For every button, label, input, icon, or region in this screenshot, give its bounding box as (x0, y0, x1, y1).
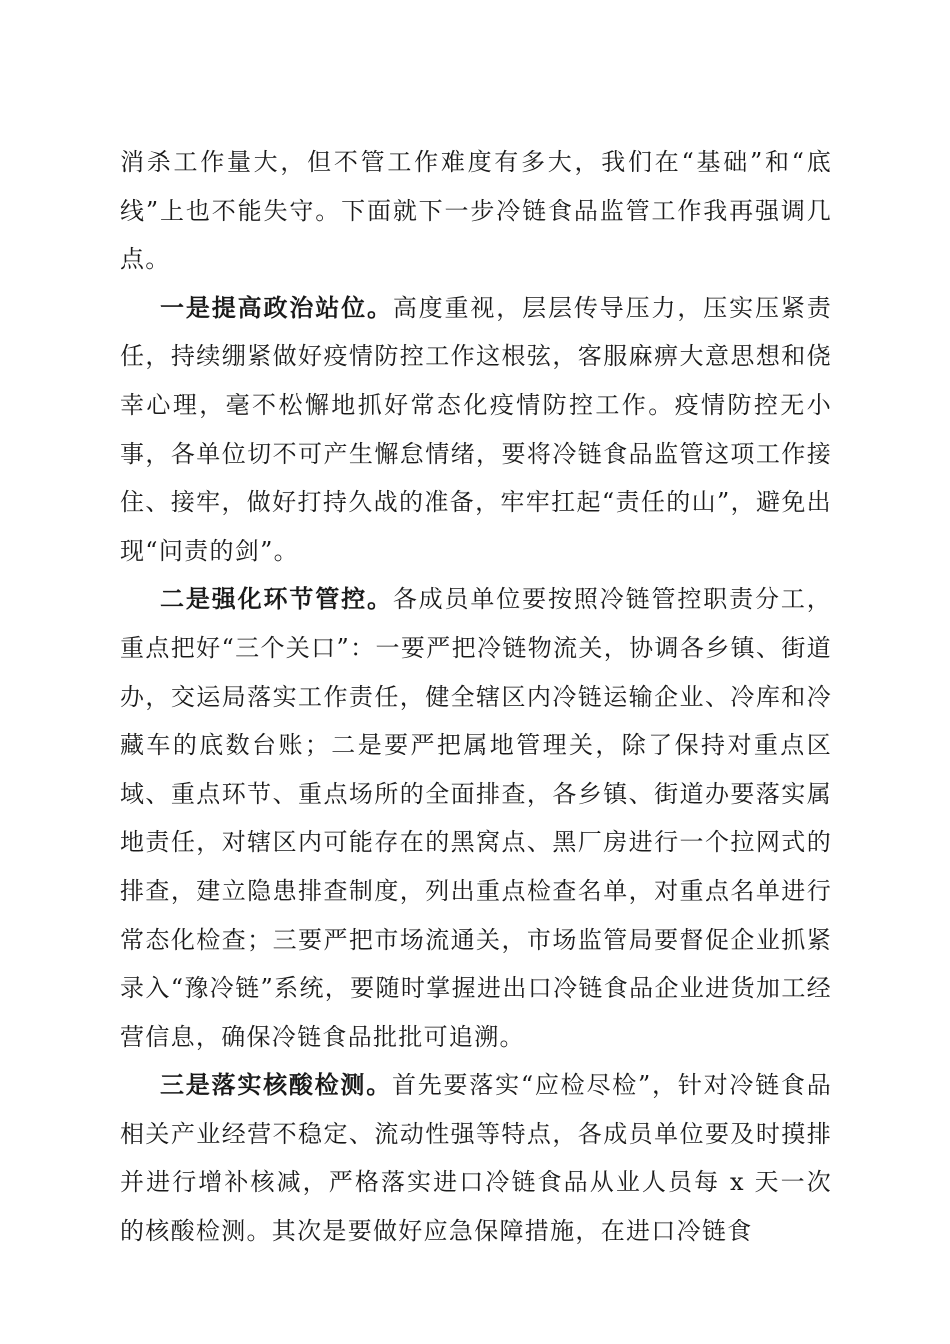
paragraph-heading: 一是提高政治站位。 (160, 292, 393, 322)
paragraph-heading: 三是落实核酸检测。 (160, 1070, 392, 1100)
paragraph-text: 首先要落实“应检尽检”，针对冷链食品相关产业经营不稳定、流动性强等特点，各成员单位要及时摸排并进行增补核减，严格落实进口冷链食品从业人员每 x 天一次的核酸检测。其次是要做好应急保障措施，在进口冷链食 (120, 1071, 832, 1246)
paragraph-link-control (120, 575, 832, 1061)
paragraph-text: 消杀工作量大，但不管工作难度有多大，我们在“基础”和“底线”上也不能失守。下面就下一步冷链食品监管工作我再强调几点。 (120, 148, 832, 274)
paragraph-heading: 二是强化环节管控。 (160, 584, 393, 614)
paragraph-text: 各成员单位要按照冷链管控职责分工，重点把好“三个关口”：一要严把冷链物流关，协调各乡镇、街道办，交运局落实工作责任，健全辖区内冷链运输企业、冷库和冷藏车的底数台账；二是要严把属地管理关，除了保持对重点区域、重点环节、重点场所的全面排查，各乡镇、街道办要落实属地责任，对辖区内可能存在的黑窝点、黑厂房进行一个拉网式的排查，建立隐患排查制度，列出重点检查名单，对重点名单进行常态化检查；三要严把市场流通关，市场监管局要督促企业抓紧录入“豫冷链”系统，要随时掌握进出口冷链食品企业进货加工经营信息，确保冷链食品批批可追溯。 (120, 585, 832, 1051)
paragraph-continuation (120, 138, 832, 284)
paragraph-nucleic-testing (120, 1061, 832, 1255)
paragraph-text: 高度重视，层层传导压力，压实压紧责任，持续绷紧做好疫情防控工作这根弦，客服麻痹大意思想和侥幸心理，毫不松懈地抓好常态化疫情防控工作。疫情防控无小事，各单位切不可产生懈怠情绪，要将冷链食品监管这项工作接住、接牢，做好打持久战的准备，牢牢扛起“责任的山”，避免出现“问责的剑”。 (120, 293, 832, 565)
paragraph-political-stance (120, 284, 832, 576)
document-body (120, 138, 832, 1256)
